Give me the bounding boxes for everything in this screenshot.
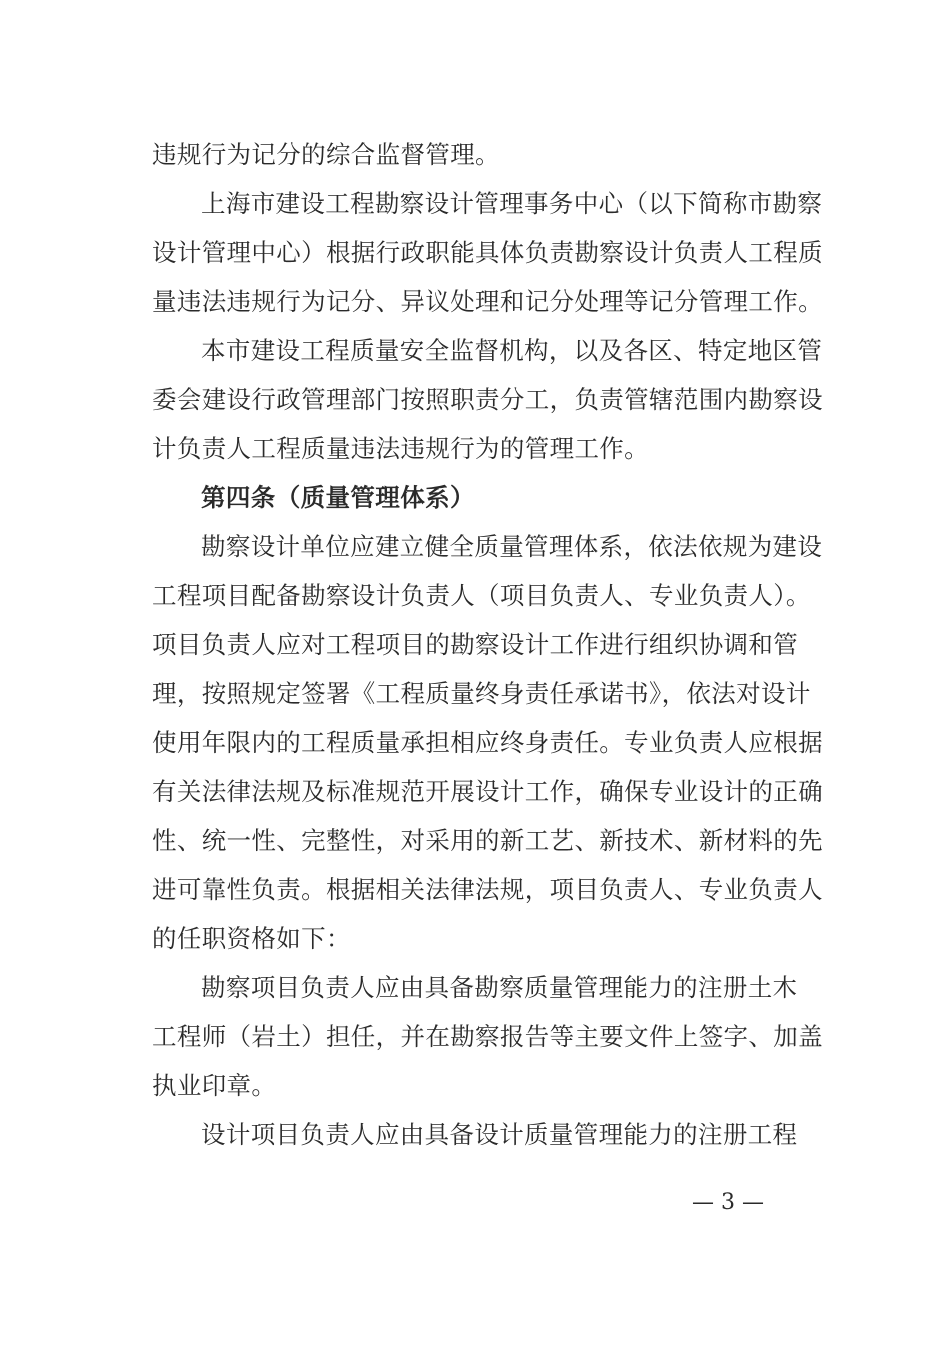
text-line-12: 理，按照规定签署《工程质量终身责任承诺书》，依法对设计 xyxy=(152,679,811,708)
text-line-13: 使用年限内的工程质量承担相应终身责任。专业负责人应根据 xyxy=(152,728,823,757)
text-line-7: 计负责人工程质量违法违规行为的管理工作。 xyxy=(152,434,649,463)
text-line-3: 设计管理中心）根据行政职能具体负责勘察设计负责人工程质 xyxy=(152,238,823,267)
text-line-11: 项目负责人应对工程项目的勘察设计工作进行组织协调和管 xyxy=(152,630,799,659)
text-line-15: 性、统一性、完整性，对采用的新工艺、新技术、新材料的先 xyxy=(152,826,823,855)
page-number: — 3 — xyxy=(692,1190,764,1215)
text-line-10: 工程项目配备勘察设计负责人（项目负责人、专业负责人）。 xyxy=(152,581,811,610)
text-line-18: 勘察项目负责人应由具备勘察质量管理能力的注册土木 xyxy=(201,973,798,1002)
text-line-6: 委会建设行政管理部门按照职责分工，负责管辖范围内勘察设 xyxy=(152,385,823,414)
text-line-16: 进可靠性负责。根据相关法律法规，项目负责人、专业负责人 xyxy=(152,875,823,904)
text-line-2: 上海市建设工程勘察设计管理事务中心（以下简称市勘察 xyxy=(201,189,823,218)
text-line-19: 工程师（岩土）担任，并在勘察报告等主要文件上签字、加盖 xyxy=(152,1022,823,1051)
text-line-9: 勘察设计单位应建立健全质量管理体系，依法依规为建设 xyxy=(201,532,823,561)
text-line-4: 量违法违规行为记分、异议处理和记分处理等记分管理工作。 xyxy=(152,287,823,316)
text-line-14: 有关法律法规及标准规范开展设计工作，确保专业设计的正确 xyxy=(152,777,823,806)
section-heading: 第四条（质量管理体系） xyxy=(201,483,475,512)
text-line-20: 执业印章。 xyxy=(152,1071,277,1100)
text-line-17: 的任职资格如下： xyxy=(152,924,351,953)
text-line-5: 本市建设工程质量安全监督机构，以及各区、特定地区管 xyxy=(201,336,823,365)
text-line-1: 违规行为记分的综合监督管理。 xyxy=(152,140,500,169)
text-line-21: 设计项目负责人应由具备设计质量管理能力的注册工程 xyxy=(201,1120,798,1149)
